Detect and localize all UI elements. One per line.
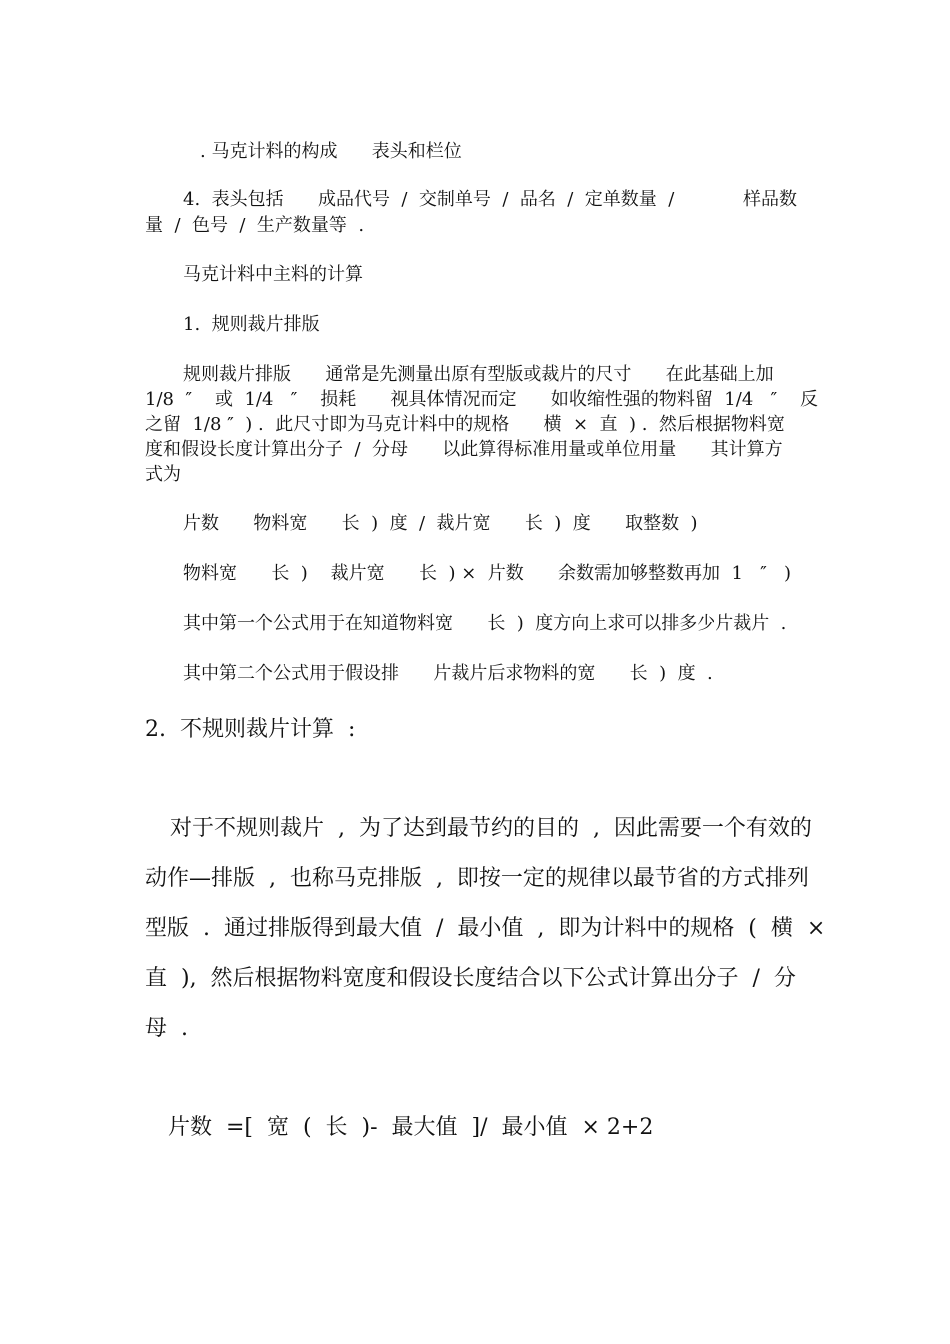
regular-layout-paragraph-line-5: 式为 bbox=[145, 464, 181, 485]
section-title-composition: . 马克计料的构成 表头和栏位 bbox=[200, 141, 462, 162]
regular-layout-paragraph-line-2: 1/8 ″ 或 1/4 ″ 损耗 视具体情况而定 如收缩性强的物料留 1/4 ″ 反 bbox=[145, 389, 819, 410]
note-second-formula: 其中第二个公式用于假设排 片裁片后求物料的宽 长 ) 度 . bbox=[183, 663, 713, 684]
section-title-main-material: 马克计料中主料的计算 bbox=[183, 264, 363, 285]
formula-material-width: 物料宽 长 ) 裁片宽 长 ) × 片数 余数需加够整数再加 1 ″ ) bbox=[183, 563, 792, 584]
formula-irregular-piece-count: 片数 =[ 宽 ( 长 )- 最大值 ]/ 最小值 × 2+2 bbox=[168, 1115, 654, 1140]
regular-layout-paragraph-line-4: 度和假设长度计算出分子 / 分母 以此算得标准用量或单位用量 其计算方 bbox=[145, 439, 783, 460]
subsection-regular-layout: 1. 规则裁片排版 bbox=[183, 314, 320, 335]
heading-irregular-calculation: 2. 不规则裁片计算 : bbox=[145, 717, 356, 742]
irregular-paragraph-line-4: 直 ), 然后根据物料宽度和假设长度结合以下公式计算出分子 / 分 bbox=[145, 966, 796, 991]
regular-layout-paragraph-line-3: 之留 1/8 ″ ) . 此尺寸即为马克计料中的规格 横 × 直 ) . 然后根据物料宽 bbox=[145, 414, 785, 435]
irregular-paragraph-line-2: 动作—排版 , 也称马克排版 , 即按一定的规律以最节省的方式排列 bbox=[145, 866, 809, 891]
formula-piece-count: 片数 物料宽 长 ) 度 / 裁片宽 长 ) 度 取整数 ) bbox=[183, 513, 698, 534]
regular-layout-paragraph-line-1: 规则裁片排版 通常是先测量出原有型版或裁片的尺寸 在此基础上加 bbox=[183, 364, 774, 385]
irregular-paragraph-line-1: 对于不规则裁片 , 为了达到最节约的目的 , 因此需要一个有效的 bbox=[170, 816, 812, 841]
header-fields-line-2: 量 / 色号 / 生产数量等 . bbox=[145, 215, 365, 236]
irregular-paragraph-line-3: 型版 . 通过排版得到最大值 / 最小值 , 即为计料中的规格 ( 横 × bbox=[145, 916, 826, 941]
note-first-formula: 其中第一个公式用于在知道物料宽 长 ) 度方向上求可以排多少片裁片 . bbox=[183, 613, 787, 634]
irregular-paragraph-line-5: 母 . bbox=[145, 1016, 188, 1041]
header-fields-line-1: 4. 表头包括 成品代号 / 交制单号 / 品名 / 定单数量 / 样品数 bbox=[183, 189, 797, 210]
